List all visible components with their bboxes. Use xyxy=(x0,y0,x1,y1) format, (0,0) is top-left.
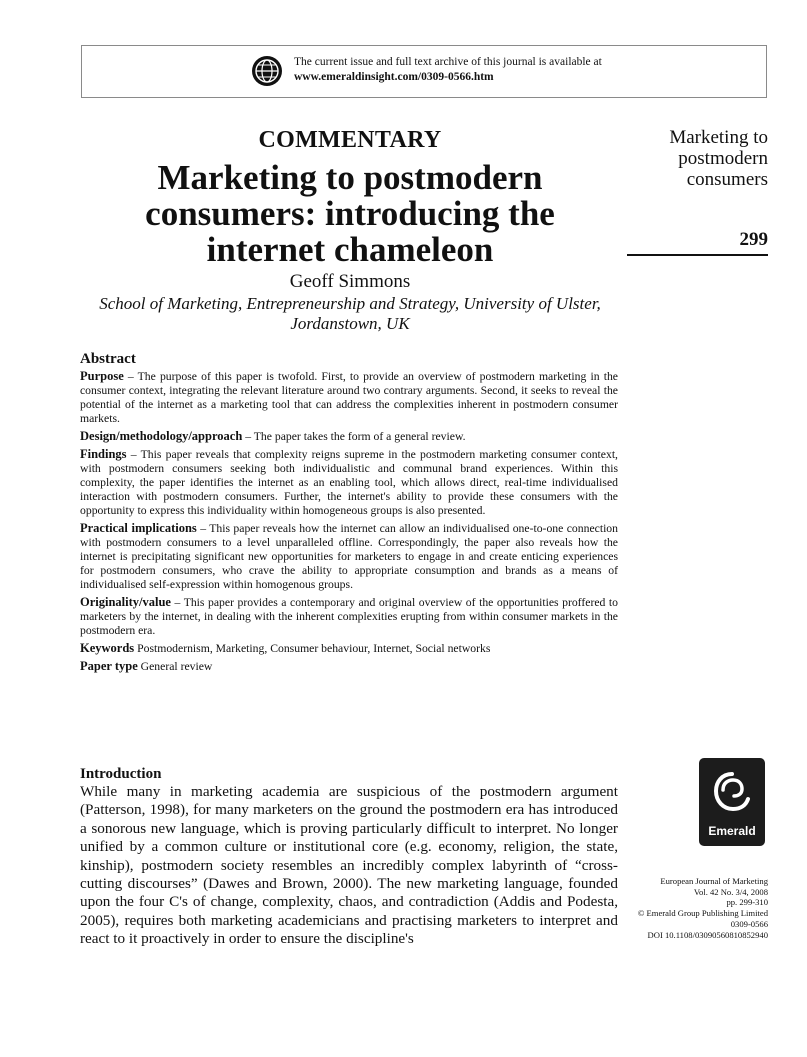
journal-info-line: © Emerald Group Publishing Limited xyxy=(637,908,768,919)
abstract xyxy=(80,350,618,677)
abstract-item xyxy=(80,521,618,592)
page-number: 299 xyxy=(739,229,768,250)
abstract-item-separator: – xyxy=(242,430,254,443)
paper-type-label: Paper type xyxy=(80,659,138,673)
abstract-item-label: Originality/value xyxy=(80,595,171,609)
abstract-item-label: Practical implications xyxy=(80,521,197,535)
abstract-item-separator: – xyxy=(123,370,138,383)
journal-info xyxy=(610,876,768,940)
journal-info-line: Vol. 42 No. 3/4, 2008 xyxy=(693,886,768,897)
introduction-section xyxy=(80,765,618,949)
affiliation-line: School of Marketing, Entrepreneurship and Strategy, University of Ulster, xyxy=(99,294,601,313)
section-label: COMMENTARY xyxy=(258,127,442,153)
abstract-item-label: Findings xyxy=(80,447,127,461)
keywords xyxy=(80,641,618,656)
keywords-text: Postmodernism, Marketing, Consumer behaviour, Internet, Social networks xyxy=(137,642,491,655)
abstract-item-text: This paper provides a contemporary and original overview of the opportunities proffered to marketers by the internet, in dealing with the inherent complexities erupting from within consumer markets in the postmodern era. xyxy=(80,596,618,637)
abstract-item xyxy=(80,369,618,426)
journal-info-line: European Journal of Marketing xyxy=(660,876,768,886)
globe-icon xyxy=(251,55,283,87)
abstract-item-separator: – xyxy=(170,596,184,609)
journal-url-link[interactable]: www.emeraldinsight.com/0309-0566.htm xyxy=(294,71,494,83)
emerald-logo-text: Emerald xyxy=(708,824,756,838)
running-title-line: Marketing to xyxy=(669,127,768,148)
introduction-heading: Introduction xyxy=(80,766,162,782)
journal-info-line: pp. 299-310 xyxy=(726,897,768,908)
abstract-item-text: This paper reveals that complexity reigns supreme in the postmodern marketing consumer context, with postmodern consumers seeking both individualistic and communal brand experiences. Within this complexity, the paper identifies the internet as an enabling tool, which allows direct, real-time individualised interaction with postmodern consumers. Further, the internet's ability to provide these consumers with the opportunity to express this individuality within homogeneous groups is also presented. xyxy=(80,448,618,517)
divider xyxy=(627,254,768,256)
abstract-item-label: Design/methodology/approach xyxy=(80,429,243,443)
running-title-line: postmodern xyxy=(678,148,768,169)
abstract-heading: Abstract xyxy=(80,351,136,367)
banner-line: The current issue and full text archive of this journal is available at xyxy=(294,56,602,68)
abstract-item-separator: – xyxy=(196,522,210,535)
running-title-line: consumers xyxy=(686,169,768,190)
affiliation-line: Jordanstown, UK xyxy=(290,314,410,333)
paper-title xyxy=(80,160,620,268)
journal-info-line: 0309-0566 xyxy=(730,918,768,929)
keywords-label: Keywords xyxy=(80,641,135,655)
introduction-paragraph: While many in marketing academia are suspicious of the postmodern argument (Patterson, 1998), for many marketers on the ground the postmodern era has introduced a sonorous new language, which is proving particularly difficult to interpret. No longer unified by a common culture or institutional core (e.g. economy, religion, the state, kinship), postmodern society resembles an incredibly complex labyrinth of “cross-cutting discourses” (Dawes and Brown, 2000). The new marketing language, founded upon the four C's of change, complexity, chaos, and contradiction (Addis and Podesta, 2005), requires both marketing academicians and practising marketers to interpret and react to it proactively in order to ensure the discipline's xyxy=(80,783,618,948)
journal-info-line: DOI 10.1108/03090560810852940 xyxy=(647,929,768,940)
banner-text xyxy=(294,55,602,85)
emerald-e-icon xyxy=(712,768,752,816)
abstract-item xyxy=(80,429,618,444)
emerald-logo xyxy=(699,758,765,846)
paper-type xyxy=(80,659,618,674)
archive-banner xyxy=(81,45,767,98)
abstract-item-text: This paper reveals how the internet can allow an individualised one-to-one connection with postmodern consumers to a level unparalleled offline. Correspondingly, the paper also reveals how the internet is precipitating significant new opportunities for marketers to engage in and create enticing experiences for postmodern consumers, who crave the ability to appropriate consumption and brands as a means of individualised self-expression within homogenous groups. xyxy=(80,522,618,591)
abstract-item-label: Purpose xyxy=(80,369,124,383)
running-title xyxy=(630,127,768,190)
author-name: Geoff Simmons xyxy=(289,271,411,292)
author-affiliation xyxy=(80,294,620,334)
paper-type-text: General review xyxy=(140,660,213,673)
abstract-item-separator: – xyxy=(126,448,141,461)
title-line: consumers: introducing the xyxy=(145,194,555,233)
title-line: internet chameleon xyxy=(206,230,494,269)
abstract-item-text: The paper takes the form of a general review. xyxy=(253,430,466,443)
abstract-item-text: The purpose of this paper is twofold. First, to provide an overview of postmodern marketing in the consumer context, integrating the relevant literature around two contrary arguments. Second, it seeks to reveal the potential of the internet as a marketing tool that can address the complexities inherent in postmodern consumer markets. xyxy=(80,370,618,425)
title-line: Marketing to postmodern xyxy=(157,158,543,197)
abstract-item xyxy=(80,447,618,518)
abstract-item xyxy=(80,595,618,638)
